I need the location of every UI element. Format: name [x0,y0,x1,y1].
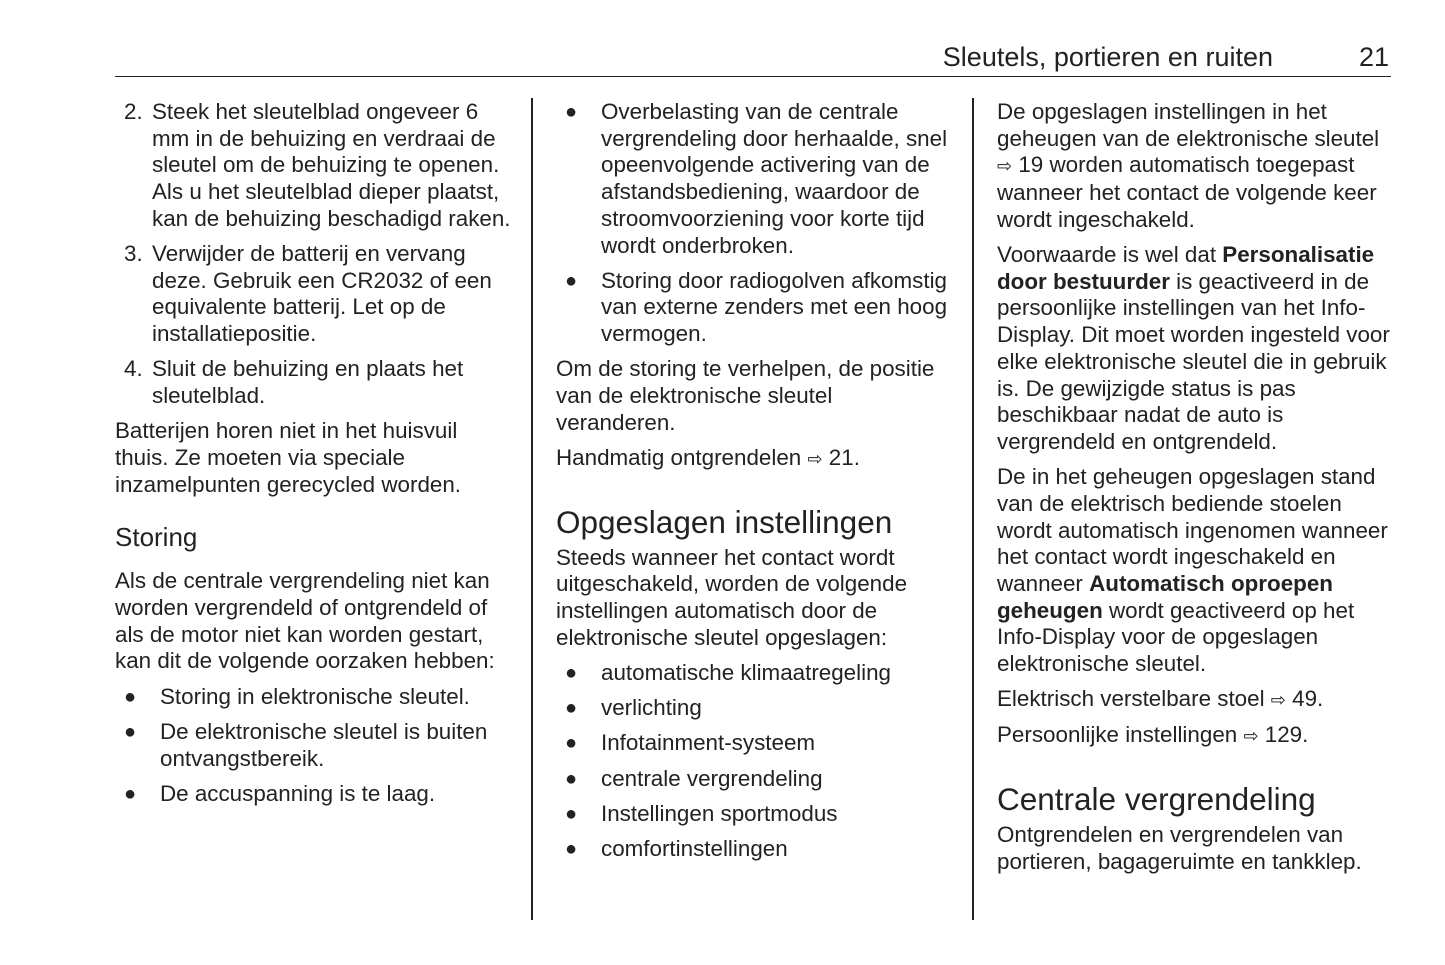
list-item: ● Storing door radiogolven afkomstig van externe zenders met een hoog vermogen. [565,267,948,347]
list-item: ● De accuspanning is te laag. [124,780,436,806]
list-item: ● Instellingen sportmodus [565,800,838,826]
battery-steps-list [115,99,515,410]
page-header [115,38,1391,77]
column-divider [531,98,533,920]
stored-settings-list [556,660,956,863]
list-item: ● verlichting [565,695,702,721]
column-right [997,99,1397,884]
disposal-note: Batterijen horen niet in het huisvuil thuis. Ze moeten via speciale inzamelpunten gerecycled worden. [115,418,462,497]
storing-heading: Storing [115,522,198,553]
running-title: Sleutels, portieren en ruiten [942,42,1273,72]
bullet-icon: ● [124,685,137,708]
opgeslagen-heading: Opgeslagen instellingen [556,503,893,540]
bullet-icon: ● [565,101,578,123]
column-left [115,99,515,816]
list-item: ● centrale vergrendeling [565,765,823,791]
seat-memory-paragraph: De in het geheugen opgeslagen stand van de elektrisch bediende stoelen wordt automatisch ingenomen wanneer het contact wordt ingeschakeld en wanneer Automatisch oproepen geheugen wordt geactiveerd op het Info-Display voor de opgeslagen elektronische sleutel. [997,464,1388,677]
bullet-icon: ● [565,802,578,825]
bullet-icon: ● [124,782,137,805]
page-reference-icon: ⇨ [807,448,823,469]
bullet-icon: ● [565,837,578,860]
page-reference-icon: ⇨ [1270,690,1286,711]
stored-settings-paragraph: De opgeslagen instellingen in het geheugen van de elektronische sleutel ⇨ 19 worden automatisch toegepast wanneer het contact de volgende keer wordt ingeschakeld. [997,99,1380,232]
seat-reference: Elektrisch verstelbare stoel ⇨ 49. [997,686,1324,712]
bullet-icon: ● [565,269,578,292]
bullet-icon: ● [124,720,137,743]
page-reference-icon: ⇨ [1243,726,1259,747]
column-divider [972,98,974,920]
bullet-icon: ● [565,732,578,755]
list-item: ● Storing in elektronische sleutel. [124,683,470,709]
centrale-heading: Centrale vergrendeling [997,781,1316,818]
manual-unlock-reference: Handmatig ontgrendelen ⇨ 21. [556,444,860,470]
page-reference-icon: ⇨ [997,156,1013,177]
list-item: 3. Verwijder de batterij en vervang deze. Gebruik een CR2032 of een equivalente batterij. Let op de installatiepositie. [124,241,492,347]
page-number: 21 [1358,42,1389,72]
personal-settings-reference: Persoonlijke instellingen ⇨ 129. [997,722,1309,748]
centrale-text: Ontgrendelen en vergrendelen van portieren, bagageruimte en tankklep. [997,822,1362,874]
list-item: ● Overbelasting van de centrale vergrendeling door herhaalde, snel opeenvolgende activering van de afstandsbediening, waardoor de stroomvoorziening voor korte tijd wordt onderbroken. [565,99,948,258]
menu-term: Personalisatie door bestuurder [997,242,1375,294]
storing-intro: Als de centrale vergrendeling niet kan worden vergrendeld of ontgrendeld of als de motor niet kan worden gestart, kan dit de volgende oorzaken hebben: [115,568,495,674]
fix-instruction: Om de storing te verhelpen, de positie van de elektronische sleutel veranderen. [556,356,935,435]
opgeslagen-intro: Steeds wanneer het contact wordt uitgeschakeld, worden de volgende instellingen automatisch door de elektronische sleutel opgeslagen: [556,544,908,650]
menu-term: Automatisch oproepen geheugen [997,570,1333,623]
causes-list-continued [556,99,956,348]
bullet-icon: ● [565,661,578,684]
list-item: ● comfortinstellingen [565,835,788,861]
list-item: ● automatische klimaatregeling [565,659,891,685]
causes-list [115,684,515,808]
personalisation-paragraph: Voorwaarde is wel dat Personalisatie door bestuurder is geactiveerd in de persoonlijke instellingen van het Info-Display. Dit moet worden ingesteld voor elke elektronische sleutel die in gebruik is. De gewijzigde status is pas beschikbaar nadat de auto is vergrendeld en ontgrendeld. [997,242,1390,454]
bullet-icon: ● [565,697,578,720]
list-item: 2. Steek het sleutelblad ongeveer 6 mm in de behuizing en verdraai de sleutel om de behuizing te openen. Als u het sleutelblad dieper plaatst, kan de behuizing beschadigd raken. [124,99,511,231]
list-item: ● De elektronische sleutel is buiten ontvangstbereik. [124,718,488,771]
column-middle [556,99,956,871]
bullet-icon: ● [565,767,578,790]
list-item: 4. Sluit de behuizing en plaats het sleutelblad. [124,356,464,409]
list-item: ● Infotainment-systeem [565,730,816,756]
